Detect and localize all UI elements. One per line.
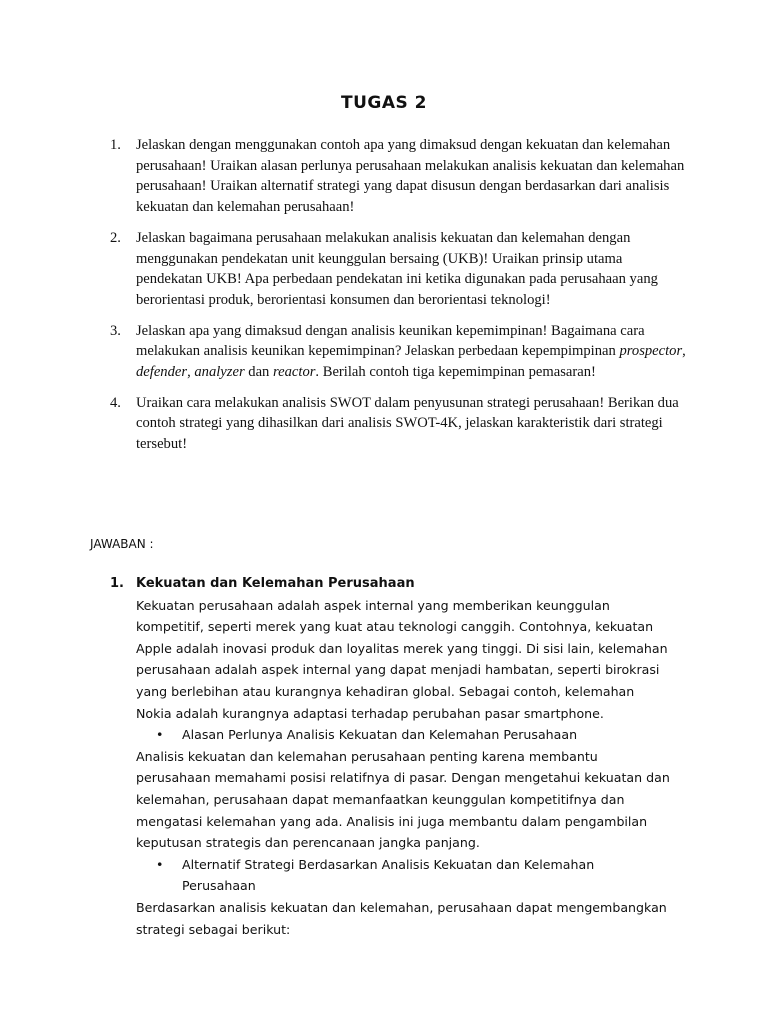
bullet-text: Alasan Perlunya Analisis Kekuatan dan Kelemahan Perusahaan — [182, 727, 578, 743]
italic-term: analyzer — [194, 364, 245, 381]
bullet-dot: • — [156, 856, 164, 872]
bullet-item — [110, 854, 670, 897]
question-number: 3. — [110, 322, 121, 339]
page-title: TUGAS 2 — [340, 93, 427, 113]
bullet-item — [110, 724, 670, 746]
heading-text: Kekuatan dan Kelemahan Perusahaan — [136, 576, 415, 591]
answer-paragraph: Analisis kekuatan dan kelemahan perusahaan penting karena membantu perusahaan memahami posisi relatifnya di pasar. Dengan mengetahui kekuatan dan kelemahan, perusahaan dapat memanfaatkan keunggulan kompetitifnya dan mengatasi kelemahan yang ada. Analisis ini juga membantu dalam pengambilan keputusan strategis dan perencanaan jangka panjang. — [136, 748, 670, 851]
answer-paragraph: Berdasarkan analisis kekuatan dan kelemahan, perusahaan dapat mengembangkan strategi sebagai berikut: — [136, 899, 667, 937]
italic-term: defender — [136, 364, 188, 381]
separator: , — [187, 364, 195, 381]
question-text: Jelaskan dengan menggunakan contoh apa yang dimaksud dengan kekuatan dan kelemahan perusahaan! Uraikan alasan perlunya perusahaan melakukan analisis kekuatan dan kelemahan perusahaan! Uraikan alternatif strategi yang dapat disusun dengan berdasarkan dari analisis kekuatan dan kelemahan perusahaan! — [136, 137, 685, 216]
question-text-part: . Berilah contoh tiga kepemimpinan pemasaran! — [315, 364, 596, 381]
question-item — [110, 228, 690, 311]
answer-section — [110, 573, 670, 940]
question-text-part: Jelaskan apa yang dimaksud dengan analisis keunikan kepemimpinan! Bagaimana cara melakukan analisis keunikan kepemimpinan? Jelaskan perbedaan kepempimpinan — [136, 322, 645, 360]
question-item — [110, 135, 690, 218]
question-number: 4. — [110, 394, 121, 411]
question-item — [110, 393, 690, 455]
italic-term: reactor — [273, 364, 316, 381]
question-number: 1. — [110, 137, 121, 153]
answer-paragraph: Kekuatan perusahaan adalah aspek internal yang memberikan keunggulan kompetitif, seperti merek yang kuat atau teknologi canggih. Contohnya, kekuatan Apple adalah inovasi produk dan loyalitas merek yang tinggi. Di sisi lain, kelemahan perusahaan adalah aspek internal yang dapat menjadi hambatan, seperti birokrasi yang berlebihan atau kurangnya kehadiran global. Sebagai contoh, kelemahan Nokia adalah kurangnya adaptasi terhadap perubahan pasar smartphone. — [136, 597, 668, 721]
heading-number: 1. — [110, 576, 124, 591]
question-text: Jelaskan bagaimana perusahaan melakukan analisis kekuatan dan kelemahan dengan menggunakan pendekatan unit keunggulan bersaing (UKB)! Uraikan prinsip utama pendekatan UKB! Apa perbedaan pendekatan ini ketika digunakan pada perusahaan yang berorientasi produk, berorientasi konsumen dan berorientasi teknologi! — [136, 229, 658, 308]
answer-label: JAWABAN : — [90, 537, 154, 551]
question-item — [110, 321, 690, 383]
bullet-text: Alternatif Strategi Berdasarkan Analisis Kekuatan dan Kelemahan Perusahaan — [182, 856, 595, 894]
separator: dan — [244, 364, 273, 381]
answer-heading — [110, 573, 670, 595]
question-list — [110, 135, 690, 465]
question-text — [136, 321, 690, 383]
bullet-dot: • — [156, 727, 164, 743]
question-text: Uraikan cara melakukan analisis SWOT dalam penyusunan strategi perusahaan! Berikan dua contoh strategi yang dihasilkan dari analisis SWOT-4K, jelaskan karakteristik dari strategi tersebut! — [136, 394, 679, 453]
italic-term: prospector — [619, 343, 683, 360]
question-number: 2. — [110, 229, 121, 246]
separator: , — [682, 343, 686, 360]
